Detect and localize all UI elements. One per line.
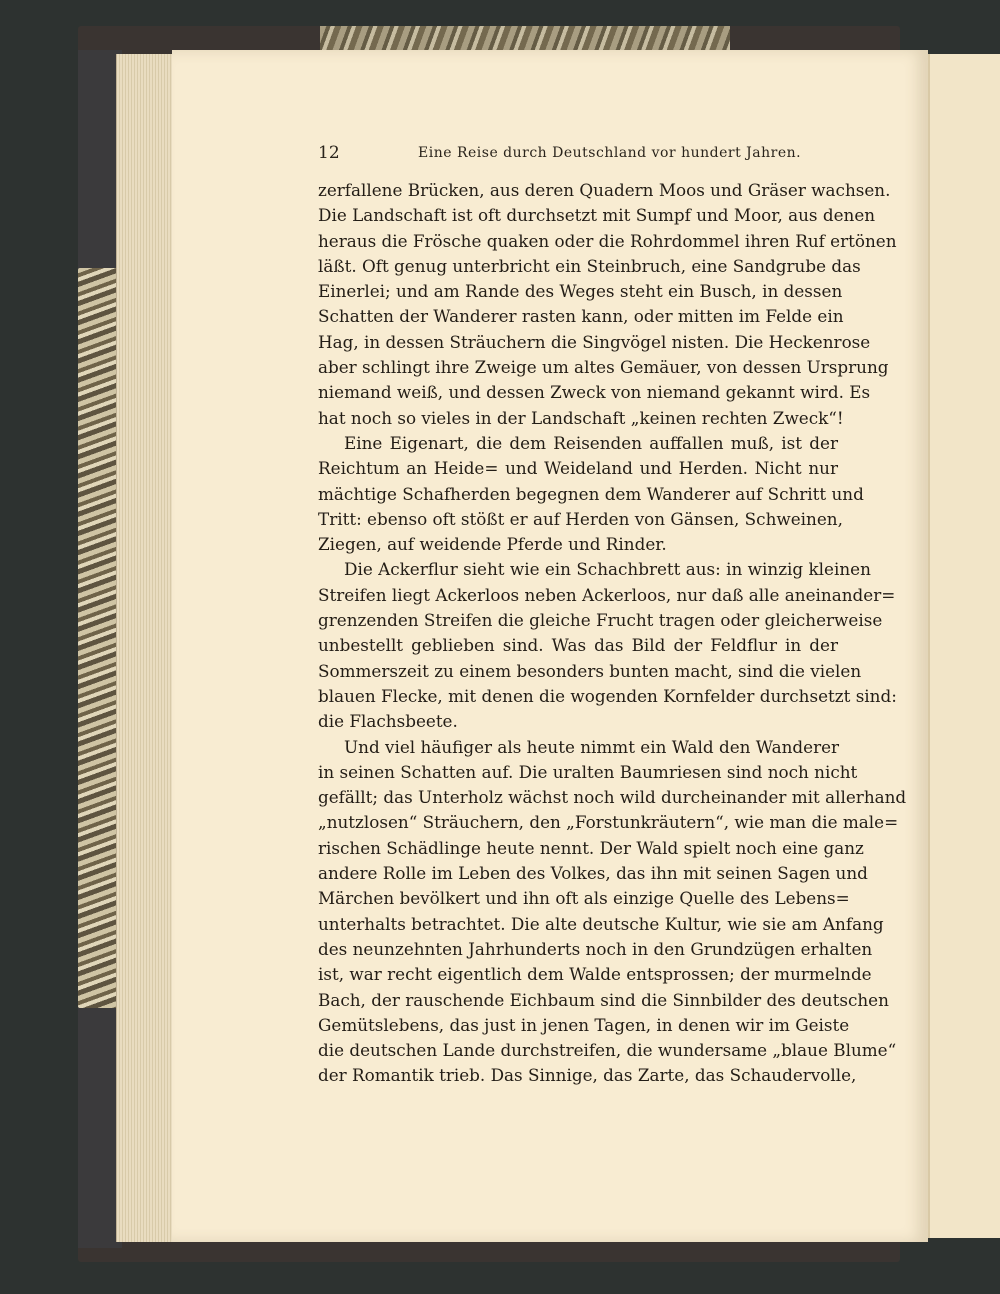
text-line: die deutschen Lande durchstreifen, die wundersame „blaue Blume“: [318, 1040, 897, 1061]
page-edges: [116, 54, 177, 1242]
text-line: Und viel häufiger als heute nimmt ein Wald den Wanderer: [344, 736, 840, 757]
text-line: rischen Schädlinge heute nennt. Der Wald spielt noch eine ganz: [318, 837, 864, 858]
text-line: läßt. Oft genug unterbricht ein Steinbruch, eine Sandgrube das: [318, 255, 861, 276]
text-line: Die Ackerflur sieht wie ein Schachbrett aus: in winzig kleinen: [344, 559, 871, 580]
text-line: unterhalts betrachtet. Die alte deutsche Kultur, wie sie am Anfang: [318, 913, 884, 934]
text-line: die Flachsbeete.: [318, 711, 458, 732]
text-line: Schatten der Wanderer rasten kann, oder mitten im Felde ein: [318, 306, 844, 327]
marbled-edge-top: [320, 26, 730, 52]
text-line: zerfallene Brücken, aus deren Quadern Moos und Gräser wachsen.: [318, 180, 891, 200]
text-line: gefällt; das Unterholz wächst noch wild durcheinander mit allerhand: [318, 787, 907, 808]
text-line: grenzenden Streifen die gleiche Frucht tragen oder gleicherweise: [318, 610, 883, 631]
paragraph-3: [318, 557, 897, 734]
text-line: Gemütslebens, das just in jenen Tagen, in denen wir im Geiste: [318, 1014, 850, 1035]
paragraph-1: [318, 178, 897, 431]
facing-page-edge: [928, 54, 1000, 1238]
text-line: in seinen Schatten auf. Die uralten Baumriesen sind noch nicht: [318, 761, 858, 782]
text-line: Reichtum an Heide= und Weideland und Herden. Nicht nur: [318, 458, 838, 479]
page-number: 12: [318, 143, 340, 163]
text-line: mächtige Schafherden begegnen dem Wanderer auf Schritt und: [318, 483, 864, 504]
text-line: hat noch so vieles in der Landschaft „keinen rechten Zweck“!: [318, 407, 844, 428]
text-line: „nutzlosen“ Sträuchern, den „Forstunkräutern“, wie man die male=: [318, 812, 899, 833]
text-line: Bach, der rauschende Eichbaum sind die Sinnbilder des deutschen: [318, 989, 889, 1010]
paragraph-2: [318, 431, 864, 557]
text-line: Märchen bevölkert und ihn oft als einzige Quelle des Lebens=: [318, 888, 850, 909]
text-line: Ziegen, auf weidende Pferde und Rinder.: [318, 534, 667, 555]
text-line: blauen Flecke, mit denen die wogenden Kornfelder durchsetzt sind:: [318, 685, 897, 706]
text-line: Tritt: ebenso oft stößt er auf Herden von Gänsen, Schweinen,: [318, 508, 843, 529]
text-line: andere Rolle im Leben des Volkes, das ihn mit seinen Sagen und: [318, 863, 868, 884]
text-line: Streifen liegt Ackerloos neben Ackerloos, nur daß alle aneinander=: [318, 584, 896, 605]
text-line: Hag, in dessen Sträuchern die Singvögel nisten. Die Heckenrose: [318, 331, 871, 352]
text-line: ist, war recht eigentlich dem Walde entsprossen; der murmelnde: [318, 964, 872, 985]
text-line: der Romantik trieb. Das Sinnige, das Zarte, das Schaudervolle,: [318, 1065, 857, 1086]
body-text: [318, 178, 907, 1089]
text-line: niemand weiß, und dessen Zweck von niemand gekannt wird. Es: [318, 382, 871, 403]
text-line: unbestellt geblieben sind. Was das Bild der Feldflur in der: [318, 635, 838, 656]
text-line: aber schlingt ihre Zweige um altes Gemäuer, von dessen Ursprung: [318, 357, 889, 378]
page-header: [318, 143, 838, 167]
text-line: Einerlei; und am Rande des Weges steht ein Busch, in dessen: [318, 281, 843, 302]
text-line: Die Landschaft ist oft durchsetzt mit Sumpf und Moor, aus denen: [318, 205, 876, 226]
running-title: Eine Reise durch Deutschland vor hundert Jahren.: [418, 145, 802, 161]
text-line: des neunzehnten Jahrhunderts noch in den Grundzügen erhalten: [318, 938, 873, 959]
paragraph-4: [318, 735, 907, 1089]
text-line: Eine Eigenart, die dem Reisenden auffallen muß, ist der: [344, 432, 838, 453]
text-line: Sommerszeit zu einem besonders bunten macht, sind die vielen: [318, 660, 862, 681]
text-line: heraus die Frösche quaken oder die Rohrdommel ihren Ruf ertönen: [318, 230, 897, 251]
